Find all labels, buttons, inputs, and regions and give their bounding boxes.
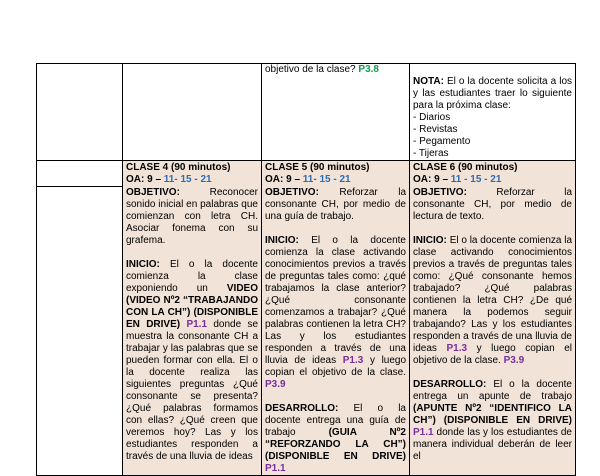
clase4-title: CLASE 4 (90 minutos) [126,162,231,173]
list-item: - Tijeras [413,148,449,159]
inicio-text: El o la docente comienza la clase exponiendo un [126,258,258,294]
inicio-label: INICIO: [265,234,299,246]
materials-list [413,112,572,160]
blank-cell [37,187,123,476]
clase4-content [123,187,262,476]
code-tag: P3.9 [265,378,286,390]
desarrollo-text: El o la docente entrega un apunte de trabajo [413,378,572,402]
oa-label: OA: 9 – [413,174,449,185]
clase6-header [410,161,576,187]
blank-cell [37,161,123,187]
nota-text: El o la docente solicita a los y las estudiantes traer lo siguiente para la próxima clase: [413,76,573,111]
objetivo-label: OBJETIVO: [265,186,319,198]
code-tag: P3.8 [358,64,379,75]
table-row [37,64,576,161]
inicio-text-continued: donde se muestra la consonante CH a trabajar y las palabras que se pueden formar con ella. El o la docente realiza las siguientes preguntas ¿Qué consonante se presenta? ¿Qué palabras formamos con ellas? ¿Qué creen que veremos hoy? Las y los estudiantes responden a través de una lluvia de ideas [126,318,258,462]
oa-codes: 11- 15 - 21 [163,174,212,185]
code-tag: P1.3 [446,342,468,354]
objetivo-text: Reforzar la consonante CH, por medio de lectura de texto. [413,186,572,222]
desarrollo-label: DESARROLLO: [413,378,487,390]
list-item: - Revistas [413,124,458,135]
oa-label: OA: 9 – [126,174,162,185]
objetivo-label: OBJETIVO: [126,186,180,198]
list-item: - Pegamento [413,136,471,147]
table-row [37,187,576,476]
list-item: - Diarios [413,112,451,123]
objetivo-label: OBJETIVO: [413,186,467,198]
blank-cell [37,64,123,161]
inicio-label: INICIO: [126,258,160,270]
code-tag: P3.9 [503,354,525,366]
clase5-title: CLASE 5 (90 minutos) [265,162,370,173]
nota-cell [410,64,576,161]
inicio-text-continued: y luego copian el objetivo de la clase. [265,354,406,378]
nota-label: NOTA: [413,76,444,87]
clase5-header [262,161,410,187]
clase3-tail-text: objetivo de la clase? [265,64,356,75]
clase3-tail-cell [262,64,410,161]
guia-title: (GUIA Nº2 “REFORZANDO LA CH”) (DISPONIBLE EN DRIVE) [265,426,406,462]
desarrollo-text-continued: donde las y los estudiantes de manera individual deberán de leer el [413,426,572,462]
inicio-text-continued: y luego copian el objetivo de la clase. [413,342,572,366]
table-row [37,161,576,187]
objetivo-text: Reforzar la consonante CH, por medio de una guía de trabajo. [265,186,406,222]
inicio-label: INICIO: [413,234,447,246]
clase5-content [262,187,410,476]
inicio-text: El o la docente comienza la clase activando conocimientos previos a través de preguntas tales como: ¿qué trabajamos la clase anterior? ¿Qué consonante comenzamos a trabajar? ¿Qué palabras contienen la letra CH? Las y los estudiantes responden a través de una lluvia de ideas [265,234,406,366]
blank-cell [123,64,262,161]
oa-codes: 11- 15 - 21 [302,174,351,185]
desarrollo-label: DESARROLLO: [265,402,339,414]
oa-codes: 11 - 15 - 21 [450,174,502,185]
lesson-plan-table [36,63,576,476]
inicio-text: El o la docente comienza la clase activando conocimientos previos a través de preguntas tales como: ¿Qué consonante hemos trabajado? ¿Qué palabras contienen la letra CH? ¿De qué manera la podemos seguir trabajando? Las y los estudiantes responden a través de una lluvia de ideas [413,234,572,354]
code-tag: P1.1 [186,318,208,330]
objetivo-text: Reconocer sonido inicial en palabras que comienzan con letra CH. Asociar fonema con su grafema. [126,186,258,246]
code-tag: P1.1 [265,462,286,474]
clase6-title: CLASE 6 (90 minutos) [413,162,518,173]
code-tag: P1.3 [342,354,364,366]
video-title: VIDEO (VIDEO Nº2 “TRABAJANDO CON LA CH”) (DISPONIBLE EN DRIVE) [126,282,258,330]
code-tag: P1.1 [413,426,434,438]
oa-label: OA: 9 – [265,174,301,185]
clase4-header [123,161,262,187]
clase6-content [410,187,576,476]
desarrollo-text: El o la docente entrega una guía de trabajo [265,402,406,438]
apunte-title: (APUNTE Nº2 “IDENTIFICO LA CH”) (DISPONIBLE EN DRIVE) [413,402,572,426]
